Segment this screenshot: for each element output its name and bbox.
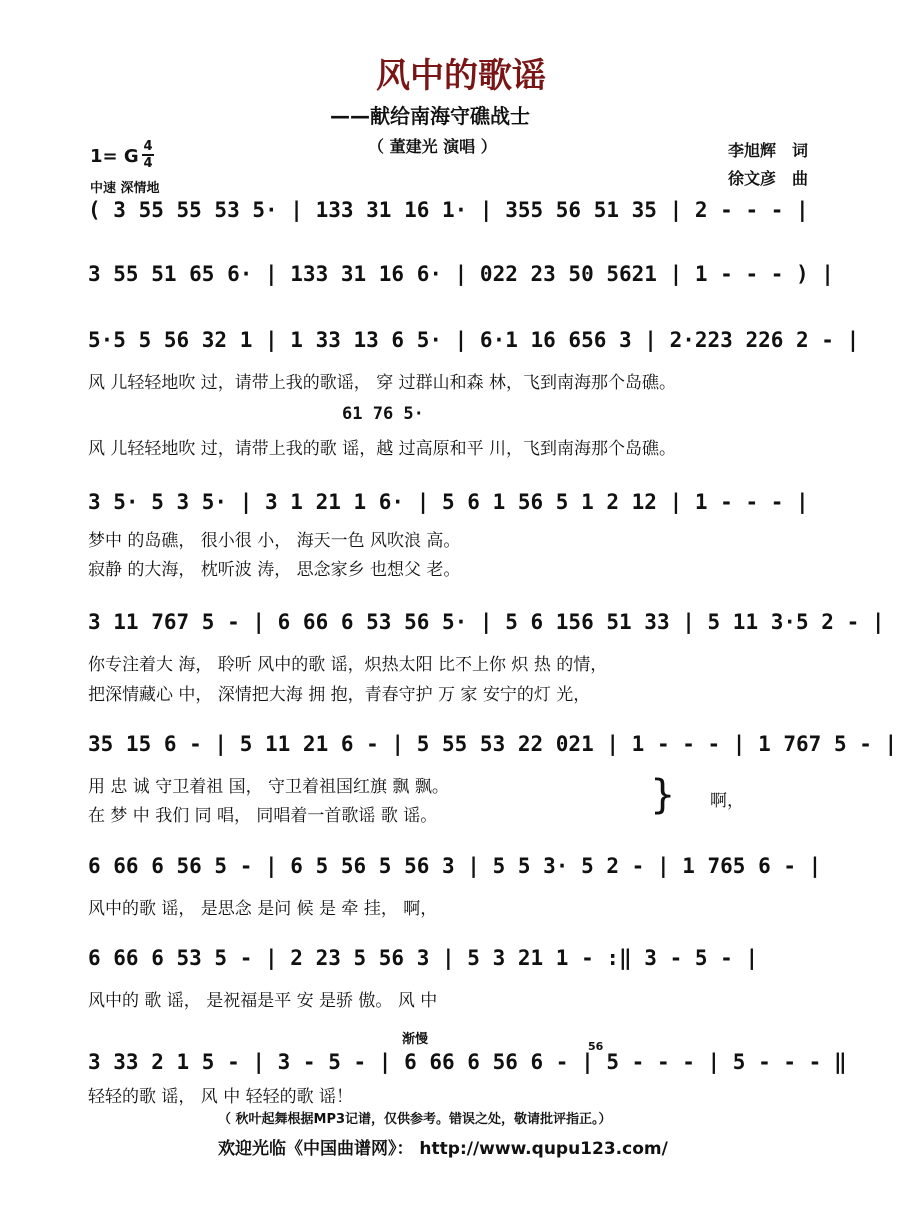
time-bottom: 4 xyxy=(143,156,153,171)
lyric-line-3b: 风 儿轻轻地吹 过，请带上我的歌 谣，越 过高原和平 川，飞到南海那个岛礁。 xyxy=(88,439,677,459)
page-title: 风中的歌谣 xyxy=(376,56,546,96)
website-link[interactable]: 欢迎光临《中国曲谱网》： http://www.qupu123.com/ xyxy=(218,1139,668,1159)
score-line-1: ( 3 55 55 53 5· | 133 31 16 1· | 355 56 51 35 | 2 - - - | xyxy=(88,198,809,222)
grace-notes: 56 xyxy=(588,1040,604,1053)
lyric-line-3a: 风 儿轻轻地吹 过，请带上我的歌谣， 穿 过群山和森 林，飞到南海那个岛礁。 xyxy=(88,373,677,393)
score-line-4: 3 5· 5 3 5· | 3 1 21 1 6· | 5 6 1 56 5 1 2 12 | 1 - - - | xyxy=(88,490,809,514)
lyric-line-4a: 梦中 的岛礁， 很小很 小， 海天一色 风吹浪 高。 xyxy=(88,531,461,551)
lyric-line-6a: 用 忠 诚 守卫着祖 国， 守卫着祖国红旗 飘 飘。 xyxy=(88,777,449,797)
score-line-2: 3 55 51 65 6· | 133 31 16 6· | 022 23 50 5621 | 1 - - - ) | xyxy=(88,262,834,286)
time-top: 4 xyxy=(143,139,153,154)
ritardando-mark: 渐慢 xyxy=(402,1032,429,1047)
score-line-9: 3 33 2 1 5 - | 3 - 5 - | 6 66 6 56 6 - | 5 - - - | 5 - - - ‖ xyxy=(88,1050,847,1074)
lyricist-credit: 李旭辉 词 xyxy=(728,141,809,160)
lyric-line-7: 风中的歌 谣， 是思念 是问 候 是 牵 挂， 啊， xyxy=(88,899,438,919)
transcription-note: （ 秋叶起舞根据MP3记谱，仅供参考。错误之处，敬请批评指正。） xyxy=(218,1112,612,1127)
lyric-line-5a: 你专注着大 海， 聆听 风中的歌 谣，炽热太阳 比不上你 炽 热 的情， xyxy=(88,655,608,675)
lyric-line-8: 风中的 歌 谣， 是祝福是平 安 是骄 傲。 风 中 xyxy=(88,991,438,1011)
lyric-line-9: 轻轻的歌 谣， 风 中 轻轻的歌 谣！ xyxy=(88,1087,354,1107)
score-line-8: 6 66 6 53 5 - | 2 23 5 56 3 | 5 3 21 1 - :‖ 3 - 5 - | xyxy=(88,946,759,970)
score-line-6: 35 15 6 - | 5 11 21 6 - | 5 55 53 22 021 | 1 - - - | 1 767 5 - | xyxy=(88,732,898,756)
lyric-line-5b: 把深情藏心 中， 深情把大海 拥 抱，青春守护 万 家 安宁的灯 光， xyxy=(88,685,591,705)
aside-lyric: 啊， xyxy=(710,791,744,811)
score-line-5: 3 11 767 5 - | 6 66 6 53 56 5· | 5 6 156 51 33 | 5 11 3·5 2 - | xyxy=(88,610,885,634)
lyric-line-6b: 在 梦 中 我们 同 唱， 同唱着一首歌谣 歌 谣。 xyxy=(88,806,438,826)
composer-credit: 徐文彦 曲 xyxy=(728,169,809,188)
page-subtitle: ——献给南海守礁战士 xyxy=(330,104,530,128)
brace-symbol: } xyxy=(650,772,676,818)
score-line-3: 5·5 5 56 32 1 | 1 33 13 6 5· | 6·1 16 656 3 | 2·223 226 2 - | xyxy=(88,328,860,352)
variant-notes: 61 76 5· xyxy=(342,404,424,424)
singer-credit: （ 董建光 演唱 ） xyxy=(368,137,497,156)
tempo-marking: 中速 深情地 xyxy=(90,181,160,196)
time-signature xyxy=(142,140,154,170)
lyric-line-4b: 寂静 的大海， 枕听波 涛， 思念家乡 也想父 老。 xyxy=(88,560,461,580)
key-signature: 1= G xyxy=(90,146,139,167)
score-line-7: 6 66 6 56 5 - | 6 5 56 5 56 3 | 5 5 3· 5 2 - | 1 765 6 - | xyxy=(88,854,822,878)
